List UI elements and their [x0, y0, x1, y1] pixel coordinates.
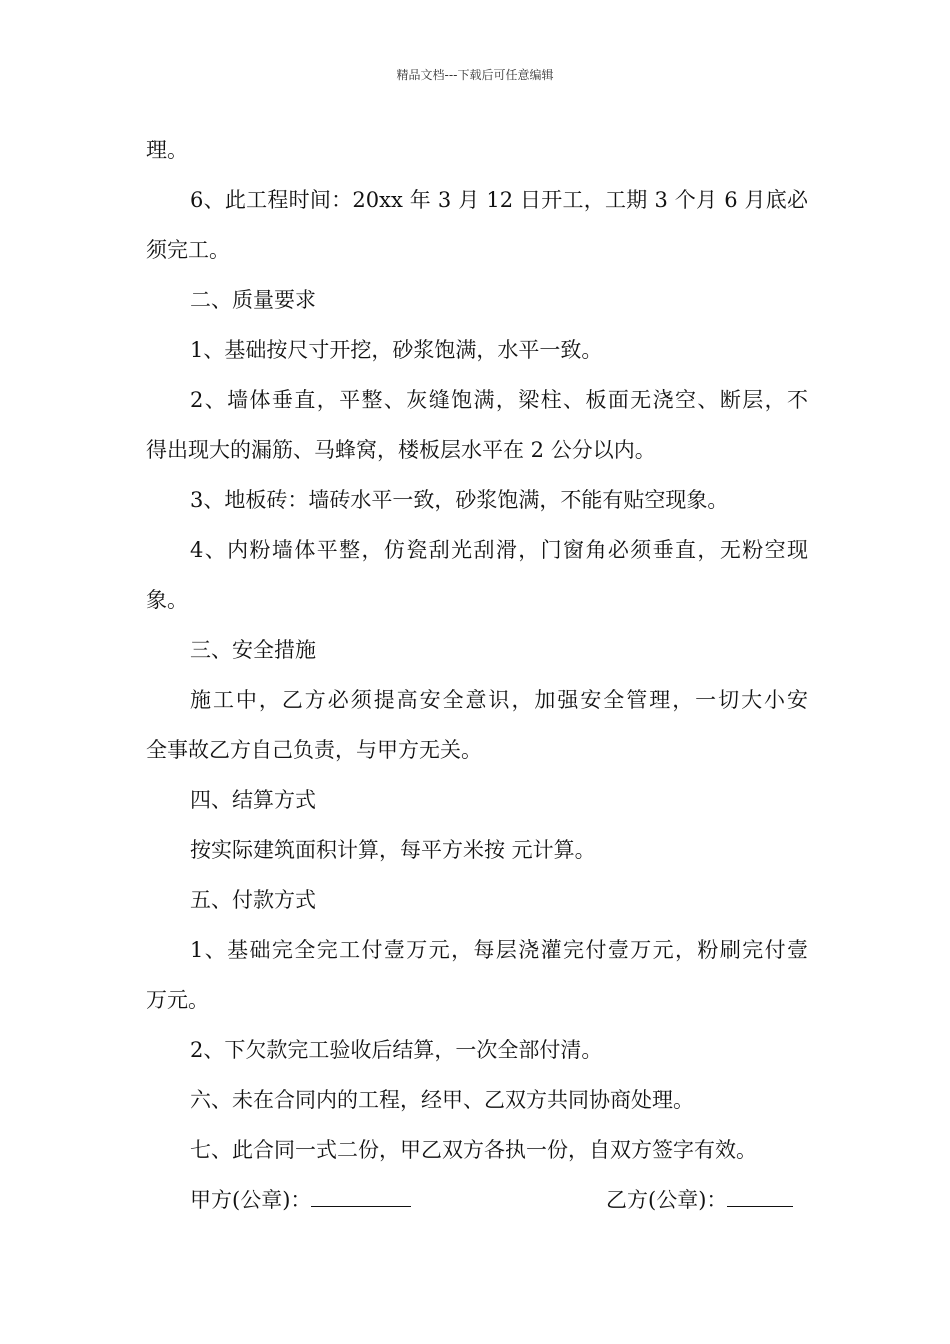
document-body	[146, 132, 808, 1232]
paragraph-line-text: 七、此合同一式二份，甲乙双方各执一份，自双方签字有效。	[190, 1138, 757, 1162]
paragraph-line	[146, 1082, 808, 1132]
party-a-label: 甲方(公章)：	[190, 1188, 312, 1212]
paragraph-line	[146, 182, 808, 232]
paragraph-line	[146, 282, 808, 332]
paragraph-line-text: 全事故乙方自己负责，与甲方无关。	[146, 738, 482, 762]
paragraph-line-text: 1、基础完全完工付壹万元，每层浇灌完付壹万元，粉刷完付壹	[190, 938, 808, 962]
party-a-blank	[311, 1184, 411, 1207]
paragraph-line	[146, 1032, 808, 1082]
party-a-signature	[190, 1182, 411, 1218]
paragraph-line	[146, 882, 808, 932]
paragraph-line-text: 二、质量要求	[190, 288, 316, 312]
paragraph-line-text: 按实际建筑面积计算，每平方米按 元计算。	[190, 838, 596, 862]
party-b-blank	[727, 1184, 793, 1207]
paragraph-line	[146, 332, 808, 382]
paragraph-line-text: 六、未在合同内的工程，经甲、乙双方共同协商处理。	[190, 1088, 694, 1112]
page-header: 精品文档---下载后可任意编辑	[396, 68, 554, 82]
paragraph-line	[146, 982, 808, 1032]
paragraph-line-text: 须完工。	[146, 238, 230, 262]
paragraph-line	[146, 732, 808, 782]
party-b-label: 乙方(公章)：	[606, 1188, 728, 1212]
paragraph-line-text: 2、墙体垂直，平整、灰缝饱满，梁柱、板面无浇空、断层，不	[190, 388, 808, 412]
paragraph-line-text: 6、此工程时间：20xx 年 3 月 12 日开工，工期 3 个月 6 月底必	[190, 188, 808, 212]
paragraph-line	[146, 1132, 808, 1182]
paragraph-line-text: 四、结算方式	[190, 788, 316, 812]
paragraph-line	[146, 432, 808, 482]
signature-line	[146, 1182, 808, 1232]
paragraph-line-text: 2、下欠款完工验收后结算，一次全部付清。	[190, 1038, 603, 1062]
paragraph-line-text: 五、付款方式	[190, 888, 316, 912]
paragraph-line	[146, 932, 808, 982]
paragraph-line-text: 万元。	[146, 988, 209, 1012]
paragraph-line	[146, 832, 808, 882]
paragraph-line	[146, 232, 808, 282]
paragraph-line-text: 4、内粉墙体平整，仿瓷刮光刮滑，门窗角必须垂直，无粉空现	[190, 538, 808, 562]
paragraph-line	[146, 132, 808, 182]
paragraph-line-text: 3、地板砖：墙砖水平一致，砂浆饱满，不能有贴空现象。	[190, 488, 729, 512]
paragraph-line	[146, 632, 808, 682]
paragraph-line	[146, 582, 808, 632]
paragraph-line-text: 1、基础按尺寸开挖，砂浆饱满，水平一致。	[190, 338, 603, 362]
paragraph-line-text: 施工中，乙方必须提高安全意识，加强安全管理，一切大小安	[190, 688, 808, 712]
paragraph-line	[146, 382, 808, 432]
paragraph-line	[146, 532, 808, 582]
paragraph-line-text: 理。	[146, 138, 188, 162]
paragraph-line-text: 三、安全措施	[190, 638, 316, 662]
paragraph-line-text: 象。	[146, 588, 188, 612]
paragraph-line	[146, 682, 808, 732]
paragraph-line	[146, 782, 808, 832]
party-b-signature	[606, 1182, 793, 1218]
paragraph-line-text: 得出现大的漏筋、马蜂窝，楼板层水平在 2 公分以内。	[146, 438, 656, 462]
paragraph-line	[146, 482, 808, 532]
